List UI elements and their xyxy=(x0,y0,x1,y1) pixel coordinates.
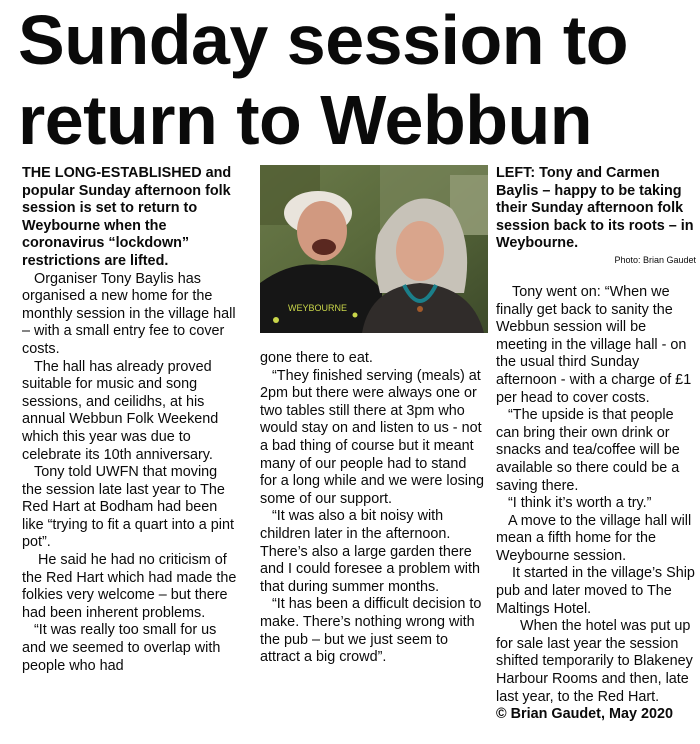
paragraph: “It has been a difficult decision to make. There’s nothing wrong with the pub – but we just seem to attract a big crowd”. xyxy=(260,596,482,666)
paragraph: It started in the village’s Ship pub and later moved to The Maltings Hotel. xyxy=(496,565,695,617)
paragraph: “It was really too small for us and we seemed to overlap with people who had xyxy=(22,622,221,674)
article-column-3 xyxy=(496,165,696,724)
article-column-1 xyxy=(22,165,239,675)
paragraph: He said he had no criticism of the Red Hart which had made the folkies very welcome – but there had been inherent problems. xyxy=(22,552,237,621)
paragraph: “The upside is that people can bring their own drink or snacks and tea/coffee will be available so there could be a saving there. xyxy=(496,407,680,494)
paragraph: gone there to eat. xyxy=(260,350,373,366)
photo-illustration xyxy=(260,165,488,333)
headline-line-2: return to Webbun xyxy=(18,81,592,159)
byline: © Brian Gaudet, May 2020 xyxy=(496,706,673,723)
paragraph: Tony went on: “When we finally get back to sanity the Webbun session will be meeting in the village hall - on the usual third Sunday afternoon - with a charge of £1 per head to cover costs. xyxy=(496,283,692,406)
paragraph: The hall has already proved suitable for music and song sessions, and ceilidhs, at his annual Webbun Folk Weekend which this year was due to celebrate its 10th anniversary. xyxy=(22,358,219,463)
paragraph: A move to the village hall will mean a fifth home for the Weybourne session. xyxy=(496,512,692,564)
paragraph: “It was also a bit noisy with children later in the afternoon. There’s also a large garden there and I could foresee a problem with that during summer months. xyxy=(260,508,480,595)
paragraph: Organiser Tony Baylis has organised a new home for the monthly session in the village hall – with a small entry fee to cover costs. xyxy=(22,270,236,357)
paragraph: When the hotel was put up for sale last year the session shifted temporarily to Blakeney Harbour Rooms and then, late last year, to the Red Hart. xyxy=(496,618,693,705)
paragraph: Tony told UWFN that moving the session late last year to The Red Hart at Bodham had been like “trying to fit a quart into a pint pot”. xyxy=(22,464,234,551)
paragraph: “They finished serving (meals) at 2pm but there were always one or two tables still there at 3pm who would stay on and listen to us - not a bad thing of course but it meant many of our people had to stand for a long while and we were losing some of our support. xyxy=(260,367,484,507)
headline xyxy=(18,0,698,160)
photo-tony-and-carmen xyxy=(260,165,488,333)
article-column-2 xyxy=(260,350,484,667)
photo-credit: Photo: Brian Gaudet xyxy=(614,254,696,265)
photo-caption: LEFT: Tony and Carmen Baylis – happy to be taking their Sunday afternoon folk session back to its roots – in Weybourne. xyxy=(496,165,694,252)
paragraph: “I think it’s worth a try.” xyxy=(508,495,652,512)
tshirt-text: WEYBOURNE xyxy=(288,303,348,313)
intro-paragraph: THE LONG-ESTABLISHED and popular Sunday afternoon folk session is set to return to Weybourne when the coronavirus “lockdown” restrictions are lifted. xyxy=(22,165,232,269)
headline-line-1: Sunday session to xyxy=(18,1,628,79)
